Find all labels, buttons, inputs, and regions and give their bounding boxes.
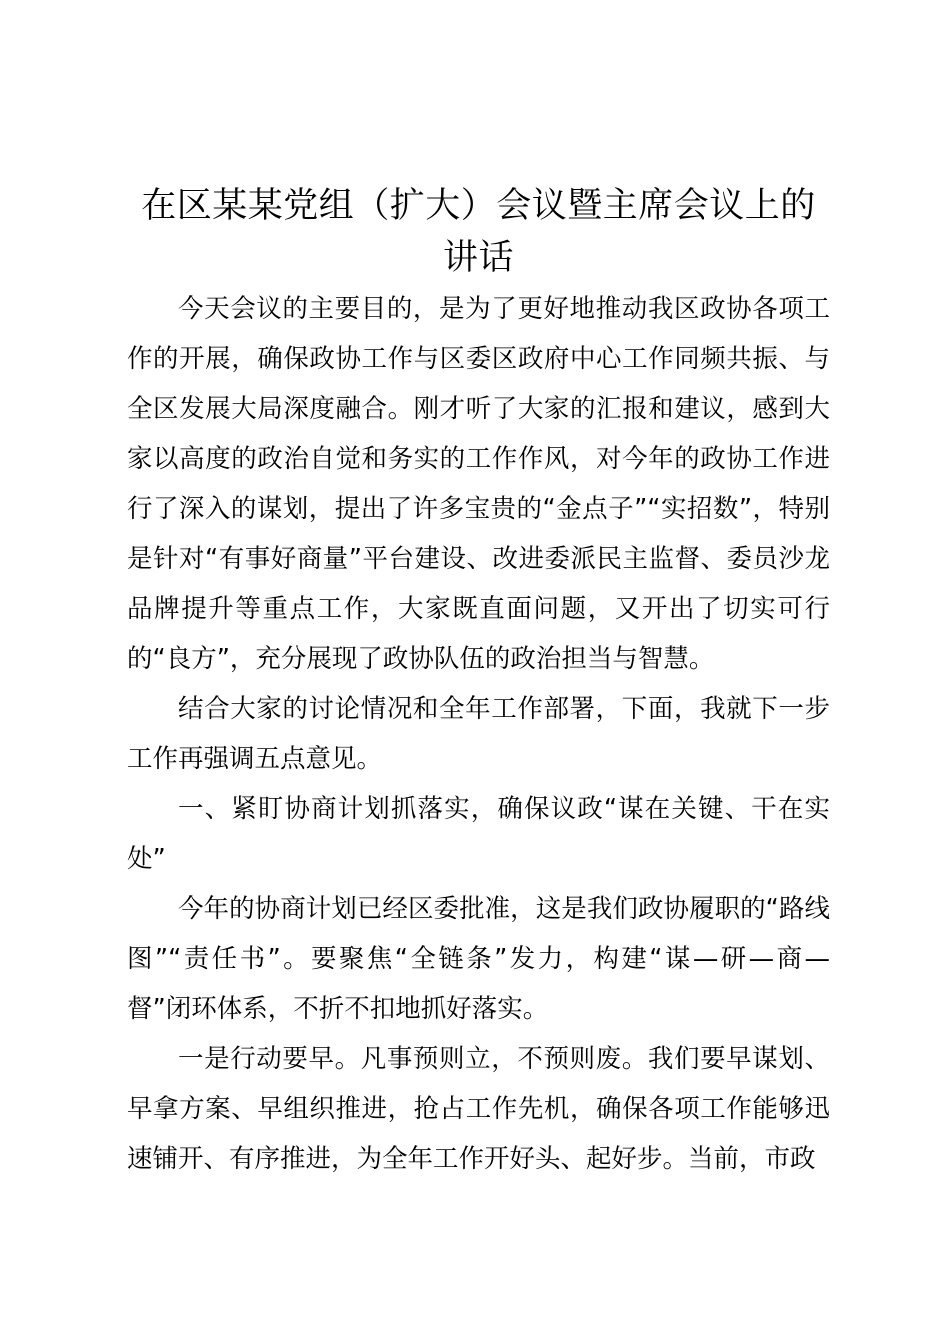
paragraph-act-early: 一是行动要早。凡事预则立，不预则废。我们要早谋划、早拿方案、早组织推进，抢占工作先机，确保各项工作能够迅速铺开、有序推进，为全年工作开好头、起好步。当前，市政 bbox=[127, 1044, 830, 1174]
section-heading-one: 一、紧盯协商计划抓落实，确保议政“谋在关键、干在实处” bbox=[127, 794, 830, 874]
document-body bbox=[127, 180, 830, 1184]
paragraph-transition: 结合大家的讨论情况和全年工作部署，下面，我就下一步工作再强调五点意见。 bbox=[127, 694, 830, 774]
document-title: 在区某某党组（扩大）会议暨主席会议上的讲话 bbox=[141, 186, 816, 278]
paragraph-consultation-plan: 今年的协商计划已经区委批准，这是我们政协履职的“路线图”“责任书”。要聚焦“全链条”发力，构建“谋—研—商—督”闭环体系，不折不扣地抓好落实。 bbox=[127, 894, 830, 1024]
paragraph-opening: 今天会议的主要目的，是为了更好地推动我区政协各项工作的开展，确保政协工作与区委区政府中心工作同频共振、与全区发展大局深度融合。刚才听了大家的汇报和建议，感到大家以高度的政治自觉和务实的工作作风，对今年的政协工作进行了深入的谋划，提出了许多宝贵的“金点子”“实招数”，特别是针对“有事好商量”平台建设、改进委派民主监督、委员沙龙品牌提升等重点工作，大家既直面问题，又开出了切实可行的“良方”，充分展现了政协队伍的政治担当与智慧。 bbox=[127, 294, 830, 674]
